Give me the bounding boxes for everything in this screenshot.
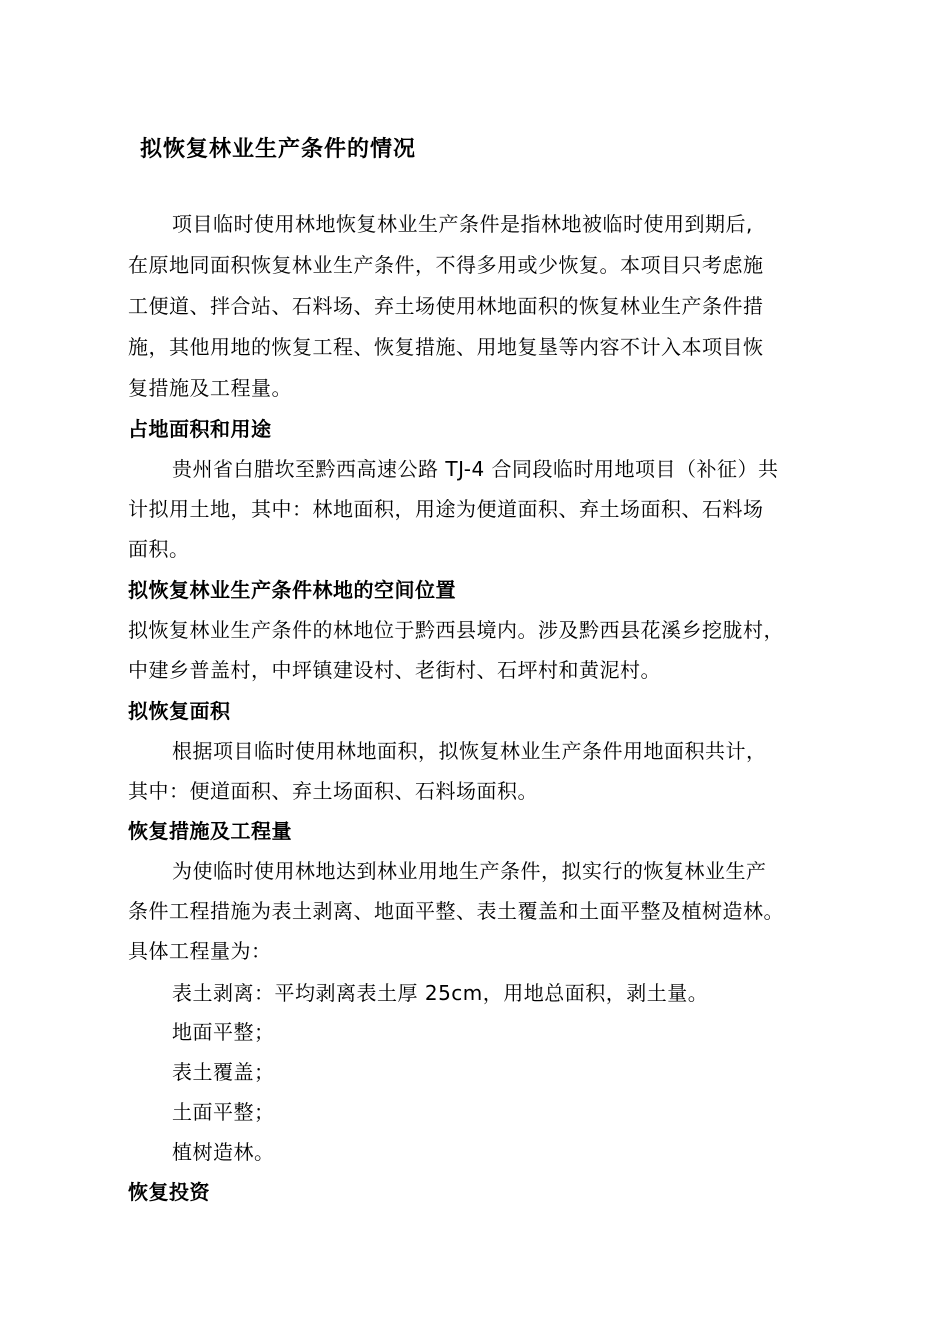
- section-heading-location: 拟恢复林业生产条件林地的空间位置: [128, 578, 456, 602]
- measure-item-2: 地面平整；: [172, 1020, 275, 1044]
- intro-line-1: 项目临时使用林地恢复林业生产条件是指林地被临时使用到期后,: [172, 212, 753, 236]
- section3-line-1: 根据项目临时使用林地面积，拟恢复林业生产条件用地面积共计，: [172, 739, 767, 763]
- measure-item-4: 土面平整；: [172, 1100, 275, 1124]
- section3-line-2: 其中：便道面积、弃土场面积、石料场面积。: [128, 779, 538, 803]
- section4-line-2: 条件工程措施为表土剥离、地面平整、表土覆盖和土面平整及植树造林。: [128, 899, 784, 923]
- measure-item-5: 植树造林。: [172, 1140, 275, 1164]
- intro-line-4: 施，其他用地的恢复工程、恢复措施、用地复垦等内容不计入本项目恢: [128, 335, 764, 359]
- section-heading-land-use: 占地面积和用途: [128, 417, 272, 441]
- document-title: 拟恢复林业生产条件的情况: [140, 137, 417, 162]
- section-heading-investment: 恢复投资: [128, 1180, 210, 1204]
- section2-line-2: 中建乡普盖村，中坪镇建设村、老街村、石坪村和黄泥村。: [128, 658, 661, 682]
- section1-line-3: 面积。: [128, 537, 190, 561]
- section2-line-1: 拟恢复林业生产条件的林地位于黔西县境内。涉及黔西县花溪乡挖胧村，: [128, 618, 784, 642]
- section1-line-2: 计拟用土地，其中：林地面积，用途为便道面积、弃土场面积、石料场: [128, 497, 764, 521]
- section1-line-1: 贵州省白腊坎至黔西高速公路 TJ-4 合同段临时用地项目（补征）共: [172, 457, 779, 481]
- section4-line-1: 为使临时使用林地达到林业用地生产条件，拟实行的恢复林业生产: [172, 859, 767, 883]
- intro-line-2: 在原地同面积恢复林业生产条件，不得多用或少恢复。本项目只考虑施: [128, 253, 764, 277]
- intro-line-5: 复措施及工程量。: [128, 376, 292, 400]
- section4-line-3: 具体工程量为：: [128, 939, 272, 963]
- intro-line-3: 工便道、拌合站、石料场、弃土场使用林地面积的恢复林业生产条件措: [128, 294, 764, 318]
- section-heading-area: 拟恢复面积: [128, 699, 231, 723]
- measure-item-1: 表土剥离：平均剥离表土厚 25cm，用地总面积，剥土量。: [172, 981, 709, 1005]
- section-heading-measures: 恢复措施及工程量: [128, 819, 292, 843]
- measure-item-3: 表土覆盖；: [172, 1060, 275, 1084]
